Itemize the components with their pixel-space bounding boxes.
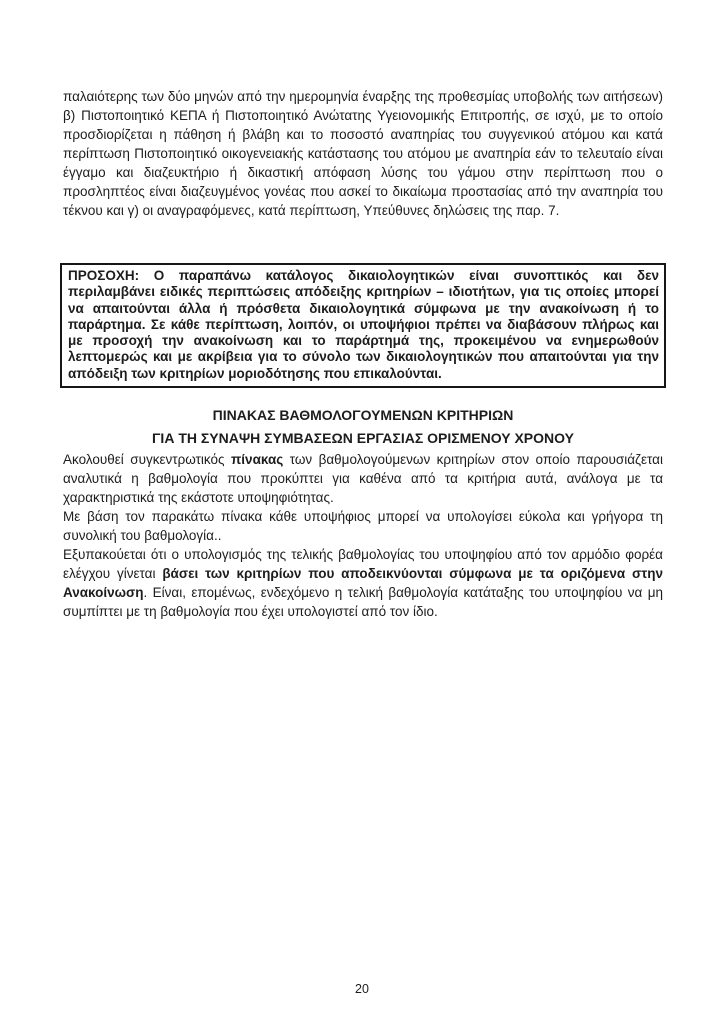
intro-paragraph: παλαιότερης των δύο μηνών από την ημερομηνία έναρξης της προθεσμίας υποβολής των αιτήσεων) β) Πιστοποιητικό ΚΕΠΑ ή Πιστοποιητικό Ανώτατης Υγειονομικής Επιτροπής, σε ισχύ, με το οποίο προσδιορίζεται η πάθηση ή βλάβη και το ποσοστό αναπηρίας του συγγενικού ατόμου και κατά περίπτωση Πιστοποιητικό οικογενειακής κατάστασης του ατόμου με αναπηρία εάν το τελευταίο είναι έγγαμο και διαζευκτήριο ή δικαστική απόφαση λύσης του γάμου στην περίπτωση που ο προσληπτέος είναι διαζευγμένος γονέας που ασκεί το δικαίωμα προστασίας από την αναπηρία του τέκνου και γ) οι αναγραφόμενες, κατά περίπτωση, Υπεύθυνες δηλώσεις της παρ. 7.	[63, 89, 663, 218]
notice-box	[60, 263, 666, 388]
final-paragraph	[63, 545, 663, 621]
heading-line-1: ΠΙΝΑΚΑΣ ΒΑΘΜΟΛΟΓΟΥΜΕΝΩΝ ΚΡΙΤΗΡΙΩΝ	[212, 407, 514, 424]
page-number: 20	[355, 982, 369, 996]
text-segment: των βαθμολογούμενων κριτηρίων στον οποίο παρουσιάζεται αναλυτικά η βαθμολογία που προκύπτει για καθένα από τα κριτήρια αυτά, ανάλογα με τα χαρακτηριστικά της εκάστοτε υποψηφιότητας.	[63, 452, 663, 506]
notice-text: ΠΡΟΣΟΧΗ: Ο παραπάνω κατάλογος δικαιολογητικών είναι συνοπτικός και δεν περιλαμβάνει ειδικές περιπτώσεις απόδειξης κριτηρίων – ιδιοτήτων, για τις οποίες μπορεί να απαιτούνται άλλα ή πρόσθετα δικαιολογητικά σύμφωνα με την ανακοίνωση ή το παράρτημα. Σε κάθε περίπτωση, λοιπόν, οι υποψήφιοι πρέπει να διαβάσουν πλήρως και με προσοχή την ανακοίνωση και το παράρτημά της, προκειμένου να ενημερωθούν λεπτομερώς και με ακρίβεια για το σύνολο των δικαιολογητικών που απαιτούνται για την απόδειξη των κριτηρίων μοριοδότησης που επικαλούνται.	[68, 268, 659, 381]
calculation-paragraph: Με βάση τον παρακάτω πίνακα κάθε υποψήφιος μπορεί να υπολογίσει εύκολα και γρήγορα τη συνολική του βαθμολογία..	[63, 509, 663, 544]
heading-line-2: ΓΙΑ ΤΗ ΣΥΝΑΨΗ ΣΥΜΒΑΣΕΩΝ ΕΡΓΑΣΙΑΣ ΟΡΙΣΜΕΝΟΥ ΧΡΟΝΟΥ	[152, 430, 574, 447]
section-heading	[63, 404, 663, 450]
text-segment: . Είναι, επομένως, ενδεχόμενο η τελική βαθμολογία κατάταξης του υποψηφίου να μη συμπίπτει με τη βαθμολογία που έχει υπολογιστεί από τον ίδιο.	[63, 585, 663, 620]
text-segment: Ακολουθεί συγκεντρωτικός	[63, 452, 231, 468]
text-segment: Εξυπακούεται ότι ο υπολογισμός της τελικής βαθμολογίας του υποψηφίου από τον αρμόδιο φορέα ελέγχου γίνεται	[63, 547, 663, 582]
text-segment-bold: πίνακας	[230, 452, 284, 468]
summary-paragraph	[63, 450, 663, 507]
text-segment-bold: βάσει των κριτηρίων που αποδεικνύονται σύμφωνα με τα οριζόμενα στην Ανακοίνωση	[63, 566, 663, 601]
